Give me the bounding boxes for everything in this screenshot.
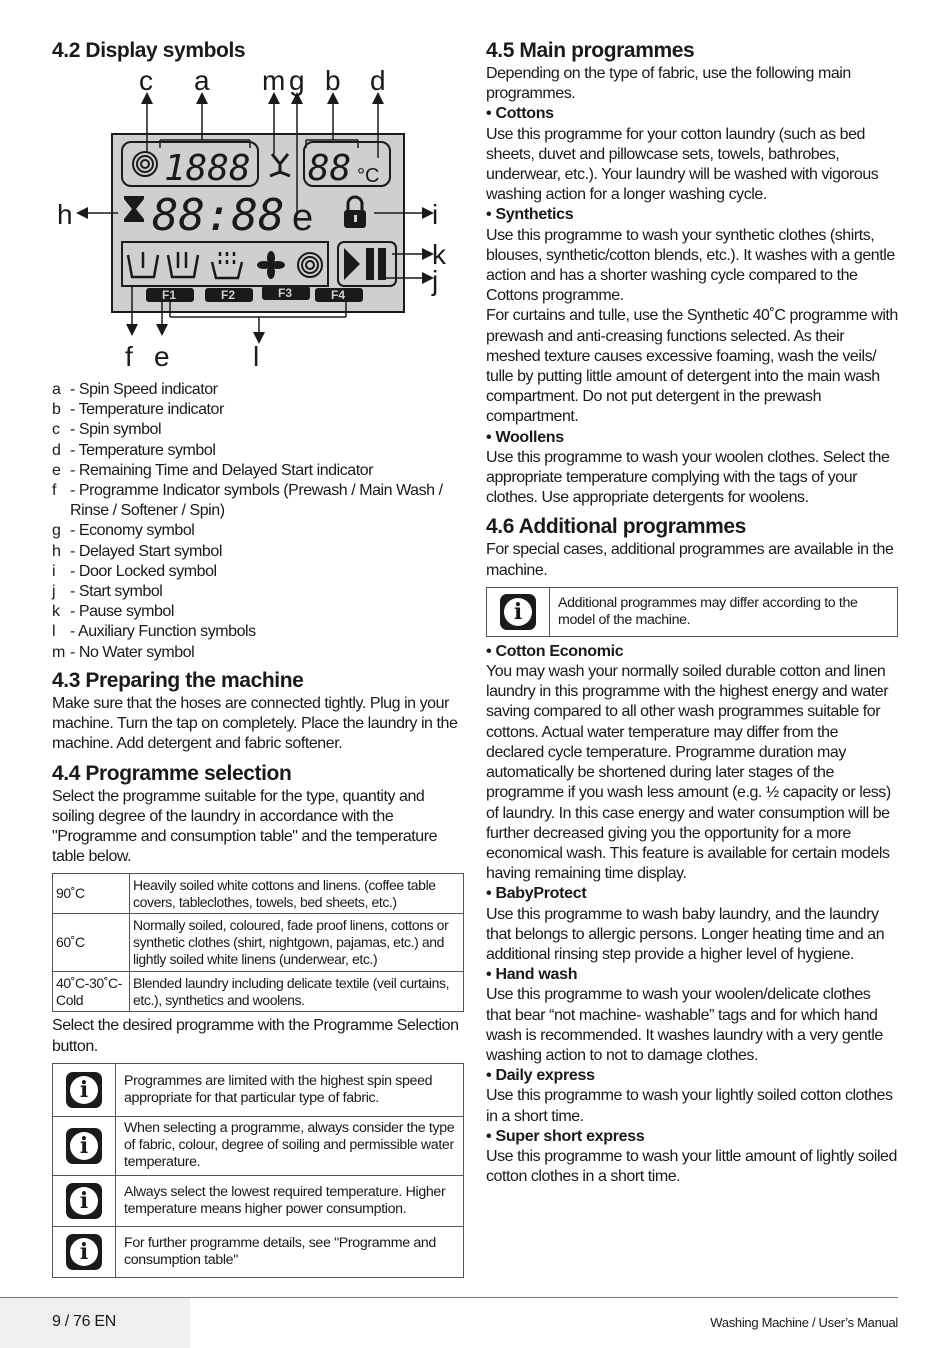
legend-item bbox=[52, 643, 464, 663]
pause-icon bbox=[366, 248, 374, 280]
section-heading-4-6: 4.6 Additional programmes bbox=[486, 515, 746, 539]
legend-item bbox=[52, 542, 464, 562]
legend-key: e bbox=[52, 461, 61, 479]
table-cell-desc: Blended laundry including delicate textile (veil curtains, etc.), synthetics and woolens. bbox=[130, 972, 464, 1012]
additional-intro: For special cases, additional programmes are available in the machine. bbox=[486, 541, 894, 579]
legend-key: j bbox=[52, 583, 56, 601]
legend-key: m bbox=[52, 643, 65, 661]
legend-key: h bbox=[52, 542, 61, 560]
temperature-table bbox=[52, 873, 464, 1012]
hand-wash-title: • Hand wash bbox=[486, 966, 578, 984]
label-j: j bbox=[432, 265, 439, 296]
info-box bbox=[486, 587, 898, 637]
legend-text: - No Water symbol bbox=[70, 643, 195, 661]
page-number: 9 / 76 EN bbox=[52, 1313, 117, 1330]
info-text: When selecting a programme, always consider the type of fabric, colour, degree of soiling and permissible water temperature. bbox=[124, 1120, 455, 1171]
svg-text:F2: F2 bbox=[221, 288, 236, 302]
info-text: Additional programmes may differ according to the model of the machine. bbox=[558, 594, 858, 628]
spin-speed-indicator: 1888 bbox=[164, 148, 251, 189]
section-heading-4-4: 4.4 Programme selection bbox=[52, 761, 292, 785]
label-m: m bbox=[262, 65, 286, 96]
left-column bbox=[52, 38, 464, 64]
super-short-express-text: Use this programme to wash your little amount of lightly soiled cotton clothes in a short time. bbox=[486, 1147, 897, 1186]
legend-text: - Economy symbol bbox=[70, 522, 195, 540]
legend-item bbox=[52, 461, 464, 481]
table-cell-temp: 60˚C bbox=[53, 914, 130, 972]
legend-key: d bbox=[52, 441, 61, 459]
table-row bbox=[53, 914, 464, 972]
economy-symbol: e bbox=[292, 197, 314, 239]
legend-text: - Temperature indicator bbox=[70, 401, 224, 419]
main-programmes-intro: Depending on the type of fabric, use the following main programmes. bbox=[486, 65, 851, 103]
cotton-economic-title: • Cotton Economic bbox=[486, 642, 624, 660]
legend-key: g bbox=[52, 522, 61, 540]
left-lower bbox=[52, 668, 464, 1278]
daily-express-text: Use this programme to wash your lightly soiled cotton clothes in a short time. bbox=[486, 1087, 893, 1125]
super-short-express-title: • Super short express bbox=[486, 1127, 645, 1145]
legend-item bbox=[52, 400, 464, 420]
legend-item bbox=[52, 441, 464, 461]
daily-express-title: • Daily express bbox=[486, 1067, 595, 1085]
label-i: i bbox=[432, 199, 439, 230]
legend-item bbox=[52, 582, 464, 602]
legend-text: - Programme Indicator symbols (Prewash / Main Wash / Rinse / Softener / Spin) bbox=[70, 482, 443, 520]
label-e: e bbox=[154, 341, 170, 372]
display-diagram bbox=[52, 62, 464, 374]
right-column bbox=[486, 38, 898, 1187]
cottons-title: • Cottons bbox=[486, 105, 554, 123]
info-icon: i bbox=[66, 1072, 102, 1108]
info-text: Always select the lowest required temperature. Higher temperature means higher power consumption. bbox=[124, 1183, 446, 1217]
hand-wash-text: Use this programme to wash your woolen/delicate clothes that bear “not machine- washable” tags and for which hand wash is recommended. It washes laundry with a very gentle washing action to not to damage clothes. bbox=[486, 986, 883, 1064]
legend-item bbox=[52, 481, 464, 521]
table-cell-desc: Heavily soiled white cottons and linens. (coffee table covers, tableclothes, towels, bed sheets, etc.) bbox=[130, 874, 464, 914]
legend-item bbox=[52, 420, 464, 440]
legend-text: - Auxiliary Function symbols bbox=[70, 623, 256, 641]
cotton-economic-text: You may wash your normally soiled durable cotton and linen laundry in this programme with the highest energy and water saving compared to all other wash programmes suitable for cottons. Actual water temperature may differ from the declared cycle temperature. Programme duration may automatically be shortened during later stages of the programme if you wash less amount (e.g. ½ capacity or less) of laundry. In this case energy and water consumption will be further decreased giving you the opportunity for a more economical wash. This feature is available for certain models having remaining time display. bbox=[486, 663, 891, 883]
table-row bbox=[53, 972, 464, 1012]
cottons-text: Use this programme for your cotton laundry (such as bed sheets, duvet and pillowcase sets, towels, bathrobes, underwear, etc.). Your laundry will be washed with vigorous washing action for a longer washing cycle. bbox=[486, 125, 879, 204]
label-a: a bbox=[194, 65, 210, 96]
legend-item bbox=[52, 380, 464, 400]
label-f: f bbox=[125, 341, 133, 372]
legend-text: - Delayed Start symbol bbox=[70, 542, 222, 560]
synthetics-text: Use this programme to wash your synthetic clothes (shirts, blouses, synthetic/cotton blends, etc.). It washes with a gentle action and has a shorter washing cycle compared to the Cottons programme. bbox=[486, 226, 895, 305]
info-text: Programmes are limited with the highest spin speed appropriate for that particular type of fabric. bbox=[124, 1072, 433, 1106]
legend-text: - Door Locked symbol bbox=[70, 562, 217, 580]
temperature-symbol: °C bbox=[357, 165, 380, 187]
legend-text: - Start symbol bbox=[70, 583, 163, 601]
section-heading-4-5: 4.5 Main programmes bbox=[486, 39, 695, 62]
info-box bbox=[52, 1176, 464, 1227]
info-icon: i bbox=[66, 1128, 102, 1164]
label-g: g bbox=[289, 65, 305, 96]
label-c: c bbox=[139, 65, 153, 96]
svg-text:F1: F1 bbox=[162, 288, 177, 302]
legend-key: f bbox=[52, 482, 56, 500]
legend-text: - Pause symbol bbox=[70, 603, 174, 621]
label-k: k bbox=[432, 239, 446, 270]
legend-text: - Spin Speed indicator bbox=[70, 381, 218, 398]
legend-text: - Spin symbol bbox=[70, 421, 162, 439]
legend-key: b bbox=[52, 401, 61, 419]
info-icon: i bbox=[66, 1234, 102, 1270]
table-cell-temp: 90˚C bbox=[53, 874, 130, 914]
woollens-title: • Woollens bbox=[486, 428, 564, 446]
footer-divider bbox=[0, 1297, 898, 1298]
select-desired-text: Select the desired programme with the Programme Selection button. bbox=[52, 1017, 459, 1055]
document-title: Washing Machine / User’s Manual bbox=[710, 1315, 898, 1330]
svg-text:F4: F4 bbox=[331, 288, 346, 302]
label-h: h bbox=[57, 199, 73, 230]
legend-key: l bbox=[52, 623, 56, 641]
info-icon: i bbox=[66, 1183, 102, 1219]
info-box bbox=[52, 1227, 464, 1278]
legend-key: a bbox=[52, 381, 61, 398]
info-group bbox=[52, 1063, 464, 1278]
remaining-time-indicator: 88:88 bbox=[152, 190, 285, 241]
babyprotect-text: Use this programme to wash baby laundry, and the laundry that belongs to allergic persons. Longer heating time and an additional rinsing step provide a higher level of hygiene. bbox=[486, 905, 885, 963]
synthetics-title: • Synthetics bbox=[486, 206, 574, 224]
preparing-text: Make sure that the hoses are connected tightly. Plug in your machine. Turn the tap on completely. Place the laundry in the machine. Add detergent and fabric softener. bbox=[52, 695, 458, 753]
table-cell-desc: Normally soiled, coloured, fade proof linens, cottons or synthetic clothes (shirt, nightgown, pajamas, etc.) and lightly soiled white linens (underwear, etc.) bbox=[130, 914, 464, 972]
legend-text: - Temperature symbol bbox=[70, 441, 216, 459]
svg-text:F3: F3 bbox=[278, 286, 293, 300]
programme-selection-text: Select the programme suitable for the type, quantity and soiling degree of the laundry in accordance with the "Programme and consumption table" and the temperature table below. bbox=[52, 787, 438, 866]
legend-key: i bbox=[52, 562, 56, 580]
info-text: For further programme details, see "Programme and consumption table" bbox=[124, 1234, 436, 1268]
temperature-indicator: 88 bbox=[308, 148, 352, 189]
section-heading-4-3: 4.3 Preparing the machine bbox=[52, 669, 304, 692]
legend-item bbox=[52, 521, 464, 541]
legend-key: c bbox=[52, 421, 60, 439]
legend-key: k bbox=[52, 603, 60, 621]
table-cell-temp: 40˚C-30˚C- Cold bbox=[53, 972, 130, 1012]
symbol-legend bbox=[52, 380, 464, 663]
info-icon: i bbox=[500, 594, 536, 630]
legend-item bbox=[52, 562, 464, 582]
legend-item bbox=[52, 602, 464, 622]
legend-item bbox=[52, 622, 464, 642]
legend-text: - Remaining Time and Delayed Start indicator bbox=[70, 461, 374, 479]
synthetics-text-2: For curtains and tulle, use the Synthetic 40˚C programme with prewash and anti-creasing functions selected. As their meshed texture causes excessive foaming, wash the veils/ tulle by putting little amount of detergent into the main wash compartment. Do not put detergent in the prewash compartment. bbox=[486, 307, 898, 426]
info-box bbox=[52, 1063, 464, 1117]
label-b: b bbox=[325, 65, 341, 96]
woollens-text: Use this programme to wash your woolen clothes. Select the appropriate temperature complying with the tags of your clothes. Use appropriate detergents for woolens. bbox=[486, 448, 890, 507]
table-row bbox=[53, 874, 464, 914]
label-l: l bbox=[253, 341, 260, 372]
babyprotect-title: • BabyProtect bbox=[486, 885, 587, 903]
info-box bbox=[52, 1117, 464, 1176]
label-d: d bbox=[370, 65, 386, 96]
section-heading-4-2: 4.2 Display symbols bbox=[52, 39, 246, 62]
